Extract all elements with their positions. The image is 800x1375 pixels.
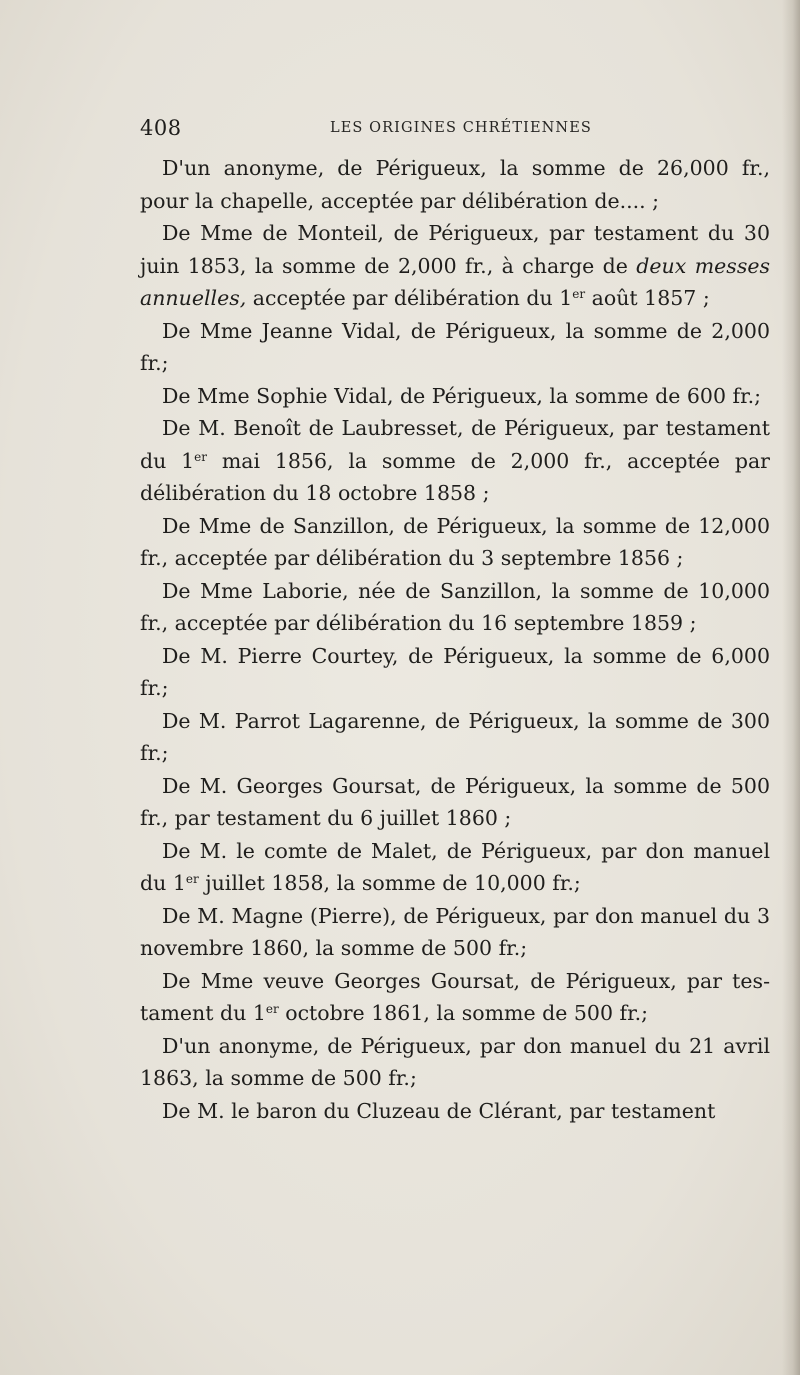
paragraph-parrot-lagarenne: De M. Parrot Lagarenne, de Périgueux, la somme de 300 fr.; bbox=[140, 708, 770, 765]
paragraph-anonyme-avril: D'un anonyme, de Périgueux, par don manuel du 21 avril 1863, la somme de 500 fr.; bbox=[140, 1033, 770, 1090]
text-segment: De Mme de Monteil, de Périgueux, par testament du 30 juin 1853, la somme de 2,000 fr., à charge de bbox=[140, 221, 770, 278]
text-segment: octobre 1861, la somme de 500 fr.; bbox=[278, 1001, 649, 1025]
body-text bbox=[140, 152, 770, 1127]
text-segment: juillet 1858, la somme de 10,000 fr.; bbox=[198, 871, 581, 895]
paragraph-sophie-vidal: De Mme Sophie Vidal, de Périgueux, la somme de 600 fr.; bbox=[162, 383, 762, 408]
running-title: LES ORIGINES CHRÉTIENNES bbox=[330, 120, 592, 136]
paragraph-laubresset bbox=[140, 412, 770, 510]
superscript: er bbox=[265, 1002, 279, 1016]
text-segment: De M. Benoît de Laubresset, de Périgueux, par testament du 1 bbox=[140, 416, 770, 473]
superscript: er bbox=[572, 287, 586, 301]
page-number: 408 bbox=[140, 116, 182, 140]
text-segment: acceptée par délibération du 1 bbox=[246, 286, 573, 310]
paragraph-anonyme-chapelle: D'un anonyme, de Périgueux, la somme de 26,000 fr., pour la chapelle, acceptée par délibération de.... ; bbox=[140, 156, 770, 213]
text-segment: août 1857 ; bbox=[585, 286, 710, 310]
paragraph-courtey: De M. Pierre Courtey, de Périgueux, la somme de 6,000 fr.; bbox=[140, 643, 770, 700]
paragraph-monteil bbox=[140, 217, 770, 315]
paragraph-magne: De M. Magne (Pierre), de Périgueux, par don manuel du 3 novembre 1860, la somme de 500 fr.; bbox=[140, 903, 770, 960]
paragraph-laborie: De Mme Laborie, née de Sanzillon, la somme de 10,000 fr., acceptée par délibération du 16 septembre 1859 ; bbox=[140, 578, 770, 635]
superscript: er bbox=[185, 872, 199, 886]
italic-segment: deux messes annuelles, bbox=[140, 253, 770, 310]
page-header bbox=[140, 116, 770, 146]
text-segment: De M. le comte de Malet, de Périgueux, par don manuel du 1 bbox=[140, 838, 770, 895]
paragraph-sanzillon: De Mme de Sanzillon, de Périgueux, la somme de 12,000 fr., acceptée par délibération du 3 septembre 1856 ; bbox=[140, 513, 770, 570]
paragraph-georges-goursat: De M. Georges Goursat, de Périgueux, la somme de 500 fr., par testament du 6 juillet 1860 ; bbox=[140, 773, 770, 830]
paragraph-jeanne-vidal: De Mme Jeanne Vidal, de Périgueux, la somme de 2,000 fr.; bbox=[140, 318, 770, 375]
text-segment: De Mme veuve Georges Goursat, de Périgueux, par testament du 1 bbox=[140, 968, 770, 1025]
page-gutter-shadow bbox=[782, 0, 800, 1375]
paragraph-cluzeau: De M. le baron du Cluzeau de Clérant, par testament bbox=[162, 1098, 716, 1123]
paragraph-malet bbox=[140, 835, 770, 900]
text-segment: mai 1856, la somme de 2,000 fr., acceptée par délibération du 18 octobre 1858 ; bbox=[140, 448, 770, 505]
paragraph-veuve-goursat bbox=[140, 965, 770, 1030]
superscript: er bbox=[194, 449, 208, 464]
